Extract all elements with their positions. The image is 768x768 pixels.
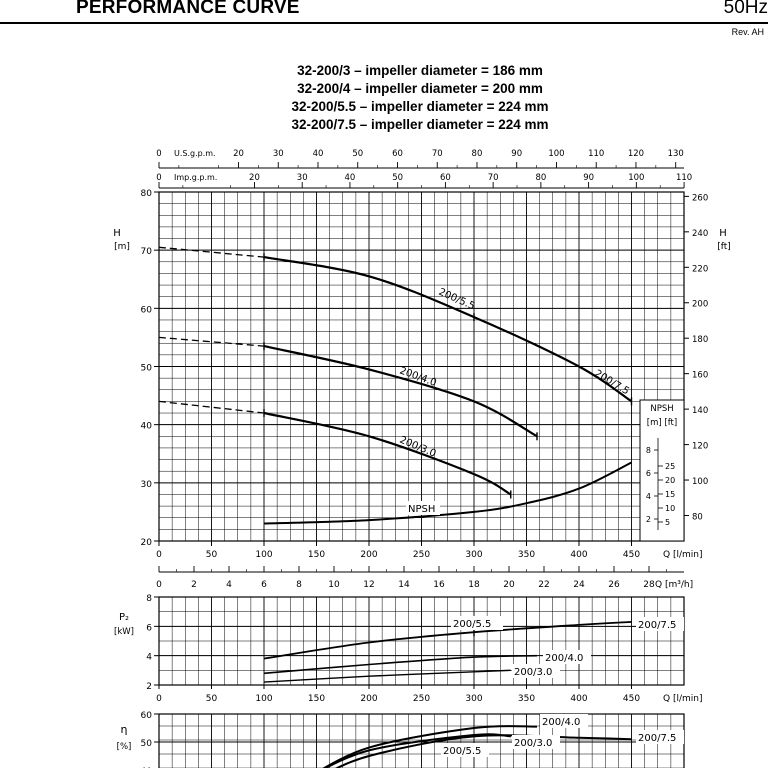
impgpm-tick-label: 20	[249, 173, 260, 183]
h-tick-label: 70	[140, 247, 152, 258]
q-lmin-tick-label: 50	[205, 550, 218, 560]
label-head-200-7-5: 200/7.5	[592, 368, 632, 398]
h-axis-label: H	[113, 228, 121, 239]
hft-tick-label: 120	[692, 441, 709, 452]
label-power-200-3-0: 200/3.0	[514, 667, 553, 678]
q-lmin-tick-label: 400	[570, 550, 588, 560]
q-m3h-tick-label: 20	[503, 580, 515, 590]
p2-axis-unit: [kW]	[114, 627, 134, 637]
subtitle-line: 32-200/5.5 – impeller diameter = 224 mm	[291, 99, 549, 114]
hft-axis-label: H	[719, 228, 727, 239]
label-head-200-3-0: 200/3.0	[397, 434, 438, 460]
q-m3h-tick-label: 28	[643, 580, 655, 590]
h-axis-unit: [m]	[114, 242, 130, 252]
q-m3h-tick-label: 2	[191, 580, 197, 590]
q-m3h-tick-label: 0	[156, 580, 162, 590]
grid-layer	[159, 192, 684, 768]
hft-tick-label: 260	[692, 193, 709, 204]
p2-q-tick-label: 0	[156, 694, 162, 704]
label-head-200-4-0: 200/4.0	[397, 365, 438, 389]
label-eta-200-7-5: 200/7.5	[638, 733, 677, 744]
usgpm-tick-label: 90	[511, 149, 523, 159]
h-tick-label: 60	[140, 305, 152, 316]
impgpm-tick-label: 50	[392, 173, 404, 183]
label-eta-200-3-0: 200/3.0	[514, 738, 553, 749]
label-power-200-5-5: 200/5.5	[453, 619, 492, 630]
usgpm-tick-label: 70	[431, 149, 443, 159]
frequency-label: 50Hz	[723, 0, 768, 18]
impgpm-tick-label: 90	[583, 173, 595, 183]
q-m3h-tick-label: 24	[573, 580, 585, 590]
h-tick-label: 80	[140, 189, 152, 199]
usgpm-tick-label: 0	[156, 149, 162, 159]
p2-q-tick-label: 100	[255, 694, 273, 704]
revision-label: Rev. AH	[731, 27, 764, 37]
usgpm-tick-label: 20	[233, 149, 244, 159]
usgpm-tick-label: 40	[312, 149, 324, 159]
usgpm-tick-label: 60	[392, 149, 403, 159]
q-lmin-tick-label: 0	[156, 550, 162, 560]
page-title: PERFORMANCE CURVE	[76, 0, 300, 18]
p2-q-tick-label: 450	[622, 694, 641, 704]
q-m3h-tick-label: 6	[261, 580, 267, 590]
q-lmin-tick-label: 150	[307, 550, 326, 560]
impgpm-tick-label: 60	[439, 173, 451, 183]
q-m3h-tick-label: 10	[328, 580, 340, 590]
q-m3h-tick-label: 18	[468, 580, 480, 590]
impgpm-axis-label: Imp.g.p.m.	[174, 173, 218, 182]
q-lmin-tick-label: 350	[517, 550, 536, 560]
p2-q-tick-label: 50	[205, 694, 218, 704]
p2-tick-label: 8	[146, 594, 152, 604]
npsh-m-tick-label: 6	[645, 469, 651, 478]
q-m3h-tick-label: 26	[608, 580, 620, 590]
q-m3h-tick-label: 16	[433, 580, 445, 590]
p2-q-tick-label: 150	[307, 694, 326, 704]
h-tick-label: 40	[140, 421, 152, 432]
impgpm-tick-label: 30	[296, 173, 308, 183]
impgpm-tick-label: 110	[675, 173, 693, 183]
q-lmin-axis-label: Q [l/min]	[663, 550, 703, 560]
hft-tick-label: 100	[692, 477, 709, 488]
p2-q-axis-label: Q [l/min]	[663, 694, 703, 704]
subtitle-line: 32-200/4 – impeller diameter = 200 mm	[297, 81, 543, 96]
label-power-200-4-0: 200/4.0	[545, 653, 584, 664]
eta-tick-label: 60	[140, 711, 152, 721]
usgpm-tick-label: 110	[588, 149, 605, 159]
hft-tick-label: 180	[692, 335, 709, 346]
q-lmin-tick-label: 250	[412, 550, 431, 560]
q-lmin-tick-label: 300	[465, 550, 483, 560]
q-m3h-tick-label: 14	[398, 580, 410, 590]
usgpm-tick-label: 130	[667, 149, 684, 159]
p2-q-tick-label: 250	[412, 694, 431, 704]
impgpm-tick-label: 100	[628, 173, 645, 183]
label-npsh: NPSH	[408, 504, 436, 515]
q-lmin-tick-label: 100	[255, 550, 273, 560]
q-lmin-tick-label: 200	[360, 550, 378, 560]
usgpm-tick-label: 50	[352, 149, 364, 159]
label-head-200-5-5: 200/5.5	[436, 286, 477, 313]
npsh-ft-tick-label: 15	[665, 490, 676, 499]
p2-q-tick-label: 300	[465, 694, 483, 704]
hft-tick-label: 140	[692, 406, 709, 417]
q-m3h-tick-label: 8	[296, 580, 302, 590]
q-lmin-tick-label: 450	[622, 550, 641, 560]
text-layer	[113, 149, 731, 768]
npsh-m-tick-label: 2	[645, 515, 651, 524]
label-eta-200-5-5: 200/5.5	[443, 746, 482, 757]
head-curve-200-4-0	[264, 346, 537, 436]
npsh-ft-tick-label: 25	[665, 462, 676, 471]
npsh-m-tick-label: 4	[645, 492, 651, 501]
p2-q-tick-label: 350	[517, 694, 536, 704]
h-tick-label: 20	[140, 538, 152, 548]
label-eta-200-4-0: 200/4.0	[542, 717, 581, 728]
usgpm-tick-label: 30	[272, 149, 284, 159]
npsh-inset-units: [m] [ft]	[646, 418, 678, 428]
p2-q-tick-label: 400	[570, 694, 588, 704]
p2-tick-label: 2	[146, 682, 152, 692]
hft-tick-label: 200	[692, 299, 709, 310]
impgpm-tick-label: 70	[487, 173, 499, 183]
impgpm-tick-label: 0	[156, 173, 162, 183]
usgpm-tick-label: 80	[471, 149, 483, 159]
npsh-ft-tick-label: 20	[665, 476, 676, 485]
impgpm-tick-label: 80	[535, 173, 547, 183]
npsh-ft-tick-label: 5	[665, 518, 671, 527]
hft-tick-label: 160	[692, 370, 709, 381]
p2-axis-label: P₂	[118, 612, 130, 623]
h-tick-label: 50	[140, 363, 152, 374]
subtitle-line: 32-200/7.5 – impeller diameter = 224 mm	[291, 117, 549, 132]
eta-tick-label: 50	[140, 739, 152, 749]
impgpm-tick-label: 40	[344, 173, 356, 183]
eta-axis-label: η	[120, 723, 128, 736]
eta-axis-unit: [%]	[116, 742, 132, 752]
hft-tick-label: 220	[692, 264, 709, 275]
usgpm-axis-label: U.S.g.p.m.	[174, 149, 216, 158]
npsh-m-tick-label: 8	[645, 446, 651, 455]
p2-tick-label: 6	[146, 623, 152, 634]
q-m3h-axis-label: Q [m³/h]	[655, 580, 694, 590]
hft-tick-label: 80	[692, 512, 703, 523]
q-m3h-tick-label: 22	[538, 580, 550, 590]
hft-axis-unit: [ft]	[717, 242, 731, 252]
npsh-ft-tick-label: 10	[665, 504, 676, 513]
q-m3h-tick-label: 12	[363, 580, 375, 590]
p2-tick-label: 4	[146, 652, 152, 663]
usgpm-tick-label: 120	[627, 149, 645, 159]
hft-tick-label: 240	[692, 228, 709, 239]
label-power-200-7-5: 200/7.5	[638, 620, 677, 631]
h-tick-label: 30	[140, 479, 152, 490]
npsh-inset-title: NPSH	[650, 404, 674, 414]
p2-q-tick-label: 200	[360, 694, 378, 704]
subtitle-line: 32-200/3 – impeller diameter = 186 mm	[297, 63, 543, 78]
usgpm-tick-label: 100	[548, 149, 565, 159]
q-m3h-tick-label: 4	[226, 580, 232, 590]
